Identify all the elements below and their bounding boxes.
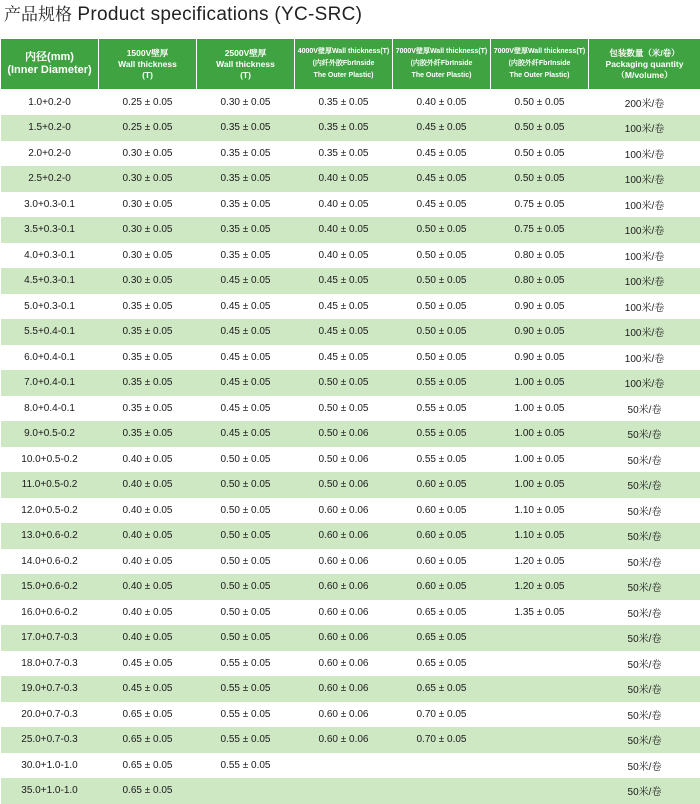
wall-7000v-a-cell: 0.50 ± 0.05	[393, 294, 491, 320]
wall-4000v-cell: 0.60 ± 0.06	[295, 625, 393, 651]
wall-7000v-a-cell: 0.50 ± 0.05	[393, 243, 491, 269]
header-line: The Outer Plastic)	[492, 70, 587, 82]
header-line: 4000V壁厚Wall thickness(T)	[296, 46, 391, 58]
packaging-cell: 50米/卷	[589, 676, 700, 702]
header-line: (内纤外胶FbrInside	[296, 58, 391, 70]
packaging-cell: 50米/卷	[589, 651, 700, 677]
wall-7000v-b-cell	[491, 702, 589, 728]
wall-1500v-cell: 0.40 ± 0.05	[99, 447, 197, 473]
wall-1500v-cell: 0.40 ± 0.05	[99, 600, 197, 626]
wall-4000v-cell: 0.45 ± 0.05	[295, 294, 393, 320]
inner-diameter-cell: 11.0+0.5-0.2	[1, 472, 99, 498]
table-row	[1, 574, 700, 600]
wall-4000v-cell: 0.60 ± 0.06	[295, 727, 393, 753]
inner-diameter-cell: 14.0+0.6-0.2	[1, 549, 99, 575]
wall-7000v-b-cell: 1.35 ± 0.05	[491, 600, 589, 626]
inner-diameter-cell: 4.0+0.3-0.1	[1, 243, 99, 269]
wall-4000v-cell: 0.50 ± 0.06	[295, 447, 393, 473]
wall-2500v-cell: 0.50 ± 0.05	[197, 523, 295, 549]
wall-2500v-cell: 0.35 ± 0.05	[197, 115, 295, 141]
wall-2500v-cell: 0.35 ± 0.05	[197, 141, 295, 167]
table-row	[1, 549, 700, 575]
header-line: Packaging quantity	[590, 59, 699, 70]
header-line: Wall thickness	[198, 59, 293, 70]
table-row	[1, 141, 700, 167]
packaging-cell: 100米/卷	[589, 319, 700, 345]
inner-diameter-cell: 5.0+0.3-0.1	[1, 294, 99, 320]
wall-1500v-cell: 0.30 ± 0.05	[99, 217, 197, 243]
header-line: (内胶外纤FbrInside	[394, 58, 489, 70]
wall-7000v-b-cell: 1.00 ± 0.05	[491, 370, 589, 396]
wall-7000v-a-cell: 0.55 ± 0.05	[393, 421, 491, 447]
wall-7000v-b-cell	[491, 778, 589, 804]
spec-table	[0, 38, 700, 804]
wall-7000v-b-cell: 1.00 ± 0.05	[491, 421, 589, 447]
packaging-cell: 50米/卷	[589, 472, 700, 498]
wall-4000v-cell: 0.45 ± 0.05	[295, 345, 393, 371]
packaging-cell: 100米/卷	[589, 243, 700, 269]
packaging-cell: 50米/卷	[589, 396, 700, 422]
wall-7000v-a-cell: 0.50 ± 0.05	[393, 268, 491, 294]
table-row	[1, 498, 700, 524]
wall-7000v-a-cell: 0.45 ± 0.05	[393, 141, 491, 167]
wall-4000v-cell: 0.60 ± 0.06	[295, 523, 393, 549]
packaging-cell: 100米/卷	[589, 370, 700, 396]
wall-2500v-cell: 0.50 ± 0.05	[197, 574, 295, 600]
inner-diameter-cell: 20.0+0.7-0.3	[1, 702, 99, 728]
wall-7000v-b-cell	[491, 727, 589, 753]
wall-7000v-b-cell	[491, 753, 589, 779]
packaging-cell: 200米/卷	[589, 90, 700, 116]
packaging-cell: 50米/卷	[589, 549, 700, 575]
wall-7000v-b-cell: 1.20 ± 0.05	[491, 549, 589, 575]
inner-diameter-cell: 3.0+0.3-0.1	[1, 192, 99, 218]
wall-7000v-b-cell: 0.50 ± 0.05	[491, 141, 589, 167]
wall-1500v-cell: 0.40 ± 0.05	[99, 625, 197, 651]
wall-7000v-b-cell: 0.90 ± 0.05	[491, 319, 589, 345]
inner-diameter-cell: 4.5+0.3-0.1	[1, 268, 99, 294]
wall-7000v-a-cell	[393, 753, 491, 779]
packaging-cell: 100米/卷	[589, 294, 700, 320]
header-line: 2500V壁厚	[198, 48, 293, 59]
wall-7000v-b-cell: 0.90 ± 0.05	[491, 345, 589, 371]
table-row	[1, 90, 700, 116]
packaging-cell: 100米/卷	[589, 217, 700, 243]
header-line: The Outer Plastic)	[296, 70, 391, 82]
table-row	[1, 294, 700, 320]
wall-2500v-cell: 0.55 ± 0.05	[197, 676, 295, 702]
page-title	[4, 2, 362, 32]
packaging-cell: 50米/卷	[589, 447, 700, 473]
inner-diameter-cell: 1.5+0.2-0	[1, 115, 99, 141]
wall-1500v-cell: 0.40 ± 0.05	[99, 472, 197, 498]
wall-2500v-cell: 0.50 ± 0.05	[197, 447, 295, 473]
wall-1500v-cell: 0.40 ± 0.05	[99, 498, 197, 524]
wall-7000v-a-cell: 0.45 ± 0.05	[393, 166, 491, 192]
packaging-cell: 50米/卷	[589, 778, 700, 804]
table-row	[1, 651, 700, 677]
header-line: 内径(mm)	[2, 51, 97, 64]
wall-7000v-b-cell: 0.75 ± 0.05	[491, 217, 589, 243]
wall-2500v-cell: 0.45 ± 0.05	[197, 268, 295, 294]
wall-4000v-cell: 0.50 ± 0.05	[295, 370, 393, 396]
wall-7000v-b-cell: 0.50 ± 0.05	[491, 166, 589, 192]
wall-1500v-cell: 0.35 ± 0.05	[99, 319, 197, 345]
wall-2500v-cell: 0.45 ± 0.05	[197, 319, 295, 345]
wall-7000v-a-cell: 0.65 ± 0.05	[393, 625, 491, 651]
packaging-cell: 100米/卷	[589, 166, 700, 192]
inner-diameter-cell: 9.0+0.5-0.2	[1, 421, 99, 447]
wall-1500v-cell: 0.35 ± 0.05	[99, 294, 197, 320]
header-line: （M/volume）	[590, 70, 699, 81]
inner-diameter-cell: 2.5+0.2-0	[1, 166, 99, 192]
header-line: 包装数量（米/卷）	[590, 48, 699, 59]
inner-diameter-cell: 5.5+0.4-0.1	[1, 319, 99, 345]
wall-2500v-cell: 0.30 ± 0.05	[197, 90, 295, 116]
wall-7000v-a-cell: 0.60 ± 0.05	[393, 549, 491, 575]
wall-1500v-cell: 0.40 ± 0.05	[99, 574, 197, 600]
header-7000v-b	[491, 39, 589, 90]
wall-2500v-cell: 0.45 ± 0.05	[197, 370, 295, 396]
table-row	[1, 345, 700, 371]
wall-1500v-cell: 0.45 ± 0.05	[99, 651, 197, 677]
wall-4000v-cell: 0.35 ± 0.05	[295, 90, 393, 116]
header-2500v	[197, 39, 295, 90]
table-row	[1, 396, 700, 422]
wall-7000v-b-cell	[491, 676, 589, 702]
packaging-cell: 50米/卷	[589, 523, 700, 549]
packaging-cell: 100米/卷	[589, 345, 700, 371]
wall-4000v-cell: 0.35 ± 0.05	[295, 115, 393, 141]
table-row	[1, 115, 700, 141]
wall-1500v-cell: 0.25 ± 0.05	[99, 90, 197, 116]
wall-7000v-a-cell: 0.50 ± 0.05	[393, 319, 491, 345]
table-row	[1, 778, 700, 804]
inner-diameter-cell: 18.0+0.7-0.3	[1, 651, 99, 677]
wall-7000v-b-cell: 0.80 ± 0.05	[491, 243, 589, 269]
wall-4000v-cell: 0.40 ± 0.05	[295, 217, 393, 243]
wall-7000v-b-cell: 1.00 ± 0.05	[491, 447, 589, 473]
wall-4000v-cell: 0.60 ± 0.06	[295, 600, 393, 626]
packaging-cell: 50米/卷	[589, 753, 700, 779]
wall-2500v-cell: 0.35 ± 0.05	[197, 243, 295, 269]
table-row	[1, 447, 700, 473]
table-row	[1, 676, 700, 702]
header-line: Wall thickness	[100, 59, 195, 70]
inner-diameter-cell: 7.0+0.4-0.1	[1, 370, 99, 396]
wall-2500v-cell: 0.50 ± 0.05	[197, 600, 295, 626]
wall-4000v-cell: 0.60 ± 0.06	[295, 676, 393, 702]
inner-diameter-cell: 3.5+0.3-0.1	[1, 217, 99, 243]
inner-diameter-cell: 8.0+0.4-0.1	[1, 396, 99, 422]
wall-2500v-cell: 0.45 ± 0.05	[197, 421, 295, 447]
packaging-cell: 50米/卷	[589, 421, 700, 447]
spec-table-body	[1, 90, 700, 804]
header-line: (T)	[198, 70, 293, 81]
table-row	[1, 625, 700, 651]
wall-7000v-b-cell: 0.50 ± 0.05	[491, 115, 589, 141]
header-line: 1500V壁厚	[100, 48, 195, 59]
wall-2500v-cell: 0.50 ± 0.05	[197, 498, 295, 524]
wall-1500v-cell: 0.30 ± 0.05	[99, 243, 197, 269]
packaging-cell: 50米/卷	[589, 727, 700, 753]
packaging-cell: 50米/卷	[589, 498, 700, 524]
header-1500v	[99, 39, 197, 90]
header-line: (内胶外纤FbrInside	[492, 58, 587, 70]
inner-diameter-cell: 13.0+0.6-0.2	[1, 523, 99, 549]
packaging-cell: 50米/卷	[589, 574, 700, 600]
wall-2500v-cell: 0.55 ± 0.05	[197, 651, 295, 677]
page-title-cn: 产品规格	[4, 5, 72, 25]
wall-7000v-a-cell: 0.50 ± 0.05	[393, 217, 491, 243]
wall-4000v-cell	[295, 778, 393, 804]
wall-7000v-b-cell: 0.90 ± 0.05	[491, 294, 589, 320]
header-4000v	[295, 39, 393, 90]
table-row	[1, 727, 700, 753]
wall-4000v-cell: 0.60 ± 0.06	[295, 498, 393, 524]
inner-diameter-cell: 25.0+0.7-0.3	[1, 727, 99, 753]
page-title-en: Product specifications (YC-SRC)	[77, 4, 362, 25]
table-row	[1, 217, 700, 243]
wall-1500v-cell: 0.65 ± 0.05	[99, 778, 197, 804]
wall-2500v-cell: 0.45 ± 0.05	[197, 396, 295, 422]
wall-7000v-b-cell: 1.00 ± 0.05	[491, 396, 589, 422]
wall-7000v-b-cell: 1.10 ± 0.05	[491, 498, 589, 524]
wall-4000v-cell: 0.40 ± 0.05	[295, 243, 393, 269]
wall-2500v-cell: 0.35 ± 0.05	[197, 166, 295, 192]
wall-1500v-cell: 0.35 ± 0.05	[99, 345, 197, 371]
table-row	[1, 243, 700, 269]
table-row	[1, 421, 700, 447]
wall-7000v-b-cell: 1.20 ± 0.05	[491, 574, 589, 600]
wall-7000v-b-cell	[491, 625, 589, 651]
wall-1500v-cell: 0.65 ± 0.05	[99, 727, 197, 753]
wall-7000v-b-cell: 1.00 ± 0.05	[491, 472, 589, 498]
wall-4000v-cell: 0.60 ± 0.06	[295, 651, 393, 677]
wall-7000v-a-cell: 0.55 ± 0.05	[393, 396, 491, 422]
wall-1500v-cell: 0.30 ± 0.05	[99, 166, 197, 192]
wall-4000v-cell	[295, 753, 393, 779]
wall-1500v-cell: 0.35 ± 0.05	[99, 396, 197, 422]
wall-2500v-cell: 0.50 ± 0.05	[197, 625, 295, 651]
wall-2500v-cell: 0.55 ± 0.05	[197, 727, 295, 753]
spec-table-header	[1, 39, 700, 90]
wall-7000v-a-cell: 0.70 ± 0.05	[393, 727, 491, 753]
wall-4000v-cell: 0.50 ± 0.05	[295, 396, 393, 422]
table-row	[1, 753, 700, 779]
wall-4000v-cell: 0.50 ± 0.06	[295, 472, 393, 498]
wall-1500v-cell: 0.25 ± 0.05	[99, 115, 197, 141]
inner-diameter-cell: 1.0+0.2-0	[1, 90, 99, 116]
wall-2500v-cell: 0.55 ± 0.05	[197, 753, 295, 779]
header-line: (Inner Diameter)	[2, 64, 97, 77]
wall-7000v-a-cell: 0.60 ± 0.05	[393, 523, 491, 549]
wall-7000v-a-cell: 0.65 ± 0.05	[393, 676, 491, 702]
wall-7000v-a-cell: 0.55 ± 0.05	[393, 447, 491, 473]
wall-7000v-a-cell: 0.65 ± 0.05	[393, 600, 491, 626]
header-packaging-quantity	[589, 39, 700, 90]
wall-2500v-cell	[197, 778, 295, 804]
wall-1500v-cell: 0.45 ± 0.05	[99, 676, 197, 702]
wall-2500v-cell: 0.50 ± 0.05	[197, 472, 295, 498]
table-row	[1, 472, 700, 498]
wall-7000v-a-cell: 0.60 ± 0.05	[393, 574, 491, 600]
header-line: 7000V壁厚Wall thickness(T)	[394, 46, 489, 58]
inner-diameter-cell: 19.0+0.7-0.3	[1, 676, 99, 702]
wall-7000v-a-cell: 0.60 ± 0.05	[393, 498, 491, 524]
wall-7000v-a-cell	[393, 778, 491, 804]
inner-diameter-cell: 35.0+1.0-1.0	[1, 778, 99, 804]
inner-diameter-cell: 15.0+0.6-0.2	[1, 574, 99, 600]
packaging-cell: 50米/卷	[589, 625, 700, 651]
packaging-cell: 100米/卷	[589, 192, 700, 218]
table-row	[1, 166, 700, 192]
header-7000v-a	[393, 39, 491, 90]
wall-7000v-b-cell	[491, 651, 589, 677]
wall-2500v-cell: 0.50 ± 0.05	[197, 549, 295, 575]
wall-2500v-cell: 0.45 ± 0.05	[197, 345, 295, 371]
wall-7000v-b-cell: 1.10 ± 0.05	[491, 523, 589, 549]
wall-7000v-a-cell: 0.40 ± 0.05	[393, 90, 491, 116]
wall-4000v-cell: 0.40 ± 0.05	[295, 192, 393, 218]
wall-4000v-cell: 0.45 ± 0.05	[295, 268, 393, 294]
table-row	[1, 192, 700, 218]
wall-2500v-cell: 0.45 ± 0.05	[197, 294, 295, 320]
wall-7000v-b-cell: 0.75 ± 0.05	[491, 192, 589, 218]
wall-1500v-cell: 0.30 ± 0.05	[99, 141, 197, 167]
wall-2500v-cell: 0.35 ± 0.05	[197, 192, 295, 218]
table-row	[1, 268, 700, 294]
wall-4000v-cell: 0.50 ± 0.06	[295, 421, 393, 447]
wall-7000v-b-cell: 0.50 ± 0.05	[491, 90, 589, 116]
wall-4000v-cell: 0.60 ± 0.06	[295, 702, 393, 728]
packaging-cell: 50米/卷	[589, 600, 700, 626]
wall-7000v-a-cell: 0.45 ± 0.05	[393, 115, 491, 141]
table-row	[1, 702, 700, 728]
wall-1500v-cell: 0.35 ± 0.05	[99, 421, 197, 447]
inner-diameter-cell: 12.0+0.5-0.2	[1, 498, 99, 524]
wall-7000v-a-cell: 0.65 ± 0.05	[393, 651, 491, 677]
inner-diameter-cell: 17.0+0.7-0.3	[1, 625, 99, 651]
wall-7000v-a-cell: 0.50 ± 0.05	[393, 345, 491, 371]
header-line: 7000V壁厚Wall thickness(T)	[492, 46, 587, 58]
table-row	[1, 523, 700, 549]
wall-1500v-cell: 0.65 ± 0.05	[99, 753, 197, 779]
header-row	[1, 39, 700, 90]
inner-diameter-cell: 6.0+0.4-0.1	[1, 345, 99, 371]
wall-4000v-cell: 0.35 ± 0.05	[295, 141, 393, 167]
table-row	[1, 600, 700, 626]
wall-1500v-cell: 0.35 ± 0.05	[99, 370, 197, 396]
wall-4000v-cell: 0.60 ± 0.06	[295, 549, 393, 575]
wall-1500v-cell: 0.40 ± 0.05	[99, 523, 197, 549]
table-row	[1, 319, 700, 345]
wall-2500v-cell: 0.55 ± 0.05	[197, 702, 295, 728]
header-line: The Outer Plastic)	[394, 70, 489, 82]
wall-1500v-cell: 0.30 ± 0.05	[99, 268, 197, 294]
inner-diameter-cell: 10.0+0.5-0.2	[1, 447, 99, 473]
header-line: (T)	[100, 70, 195, 81]
packaging-cell: 100米/卷	[589, 268, 700, 294]
wall-1500v-cell: 0.40 ± 0.05	[99, 549, 197, 575]
wall-1500v-cell: 0.65 ± 0.05	[99, 702, 197, 728]
wall-7000v-b-cell: 0.80 ± 0.05	[491, 268, 589, 294]
wall-7000v-a-cell: 0.60 ± 0.05	[393, 472, 491, 498]
wall-1500v-cell: 0.30 ± 0.05	[99, 192, 197, 218]
wall-4000v-cell: 0.60 ± 0.06	[295, 574, 393, 600]
table-row	[1, 370, 700, 396]
wall-7000v-a-cell: 0.70 ± 0.05	[393, 702, 491, 728]
wall-7000v-a-cell: 0.55 ± 0.05	[393, 370, 491, 396]
inner-diameter-cell: 30.0+1.0-1.0	[1, 753, 99, 779]
packaging-cell: 50米/卷	[589, 702, 700, 728]
inner-diameter-cell: 2.0+0.2-0	[1, 141, 99, 167]
inner-diameter-cell: 16.0+0.6-0.2	[1, 600, 99, 626]
packaging-cell: 100米/卷	[589, 115, 700, 141]
header-inner-diameter	[1, 39, 99, 90]
wall-2500v-cell: 0.35 ± 0.05	[197, 217, 295, 243]
wall-4000v-cell: 0.45 ± 0.05	[295, 319, 393, 345]
wall-4000v-cell: 0.40 ± 0.05	[295, 166, 393, 192]
wall-7000v-a-cell: 0.45 ± 0.05	[393, 192, 491, 218]
packaging-cell: 100米/卷	[589, 141, 700, 167]
